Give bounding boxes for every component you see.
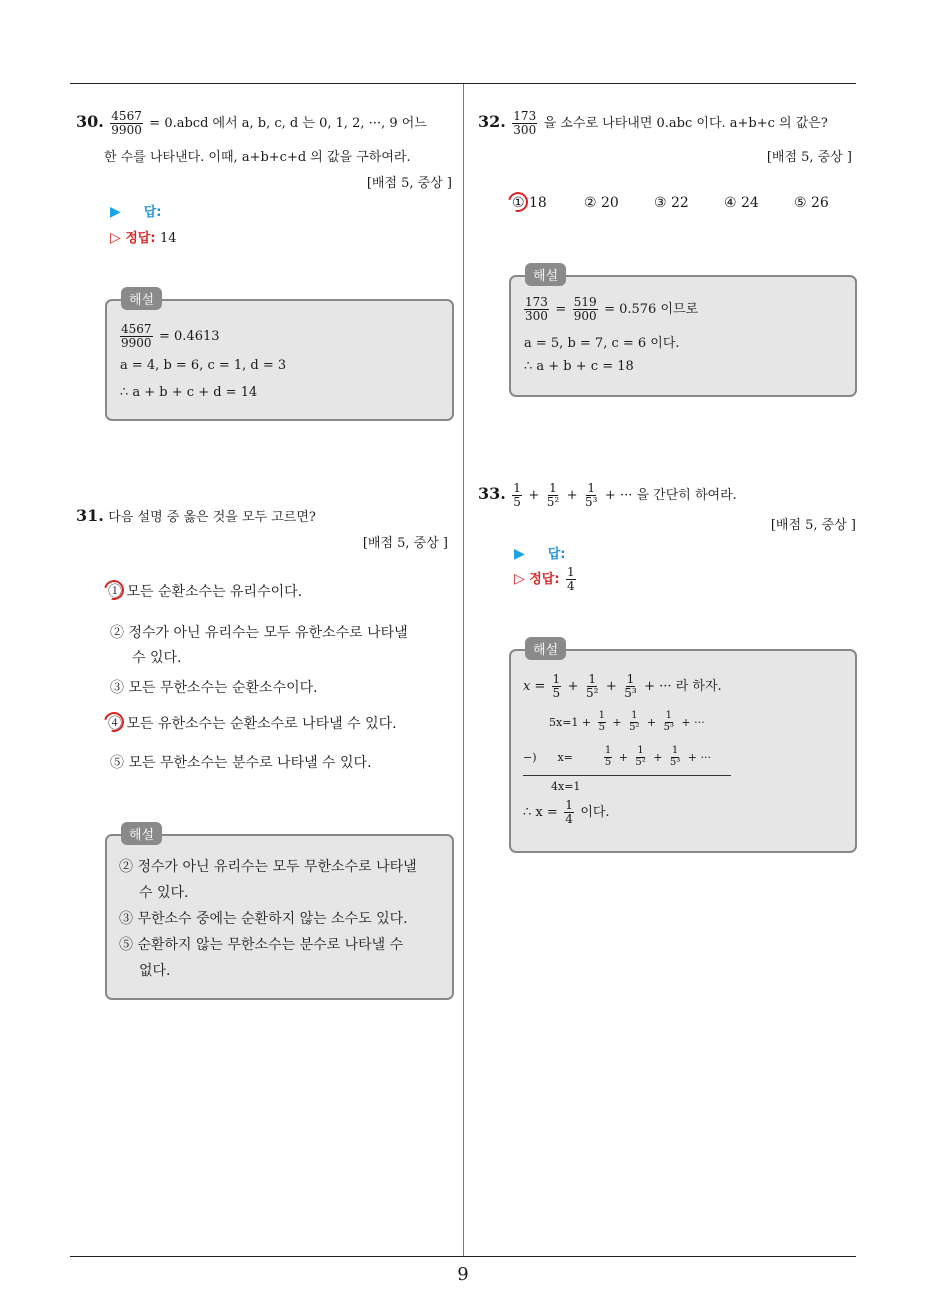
q32-sol-line2: a = 5, b = 7, c = 6 이다.: [524, 336, 680, 351]
q31-question: 31. 다음 설명 중 옳은 것을 모두 고르면?: [76, 506, 316, 525]
q30-text2: 한 수를 나타낸다. 이때, a+b+c+d 의 값을 구하여라.: [104, 150, 411, 165]
q33-sol-final: ∴ x = $\frac{1}{4}$ 이다.: [523, 798, 610, 826]
q30-sol-line3: ∴ a + b + c + d = 14: [120, 385, 258, 400]
column-divider: [463, 84, 464, 1256]
q32-solution-label: 해설: [525, 263, 566, 286]
q32-choice-5: ⑤ 26: [794, 195, 829, 211]
q30-answer-label: 답:: [143, 205, 162, 220]
q33-sol-4x: 4x=1: [551, 780, 581, 793]
q33-answer-row: [514, 543, 565, 562]
q31-option-2-cont: 수 있다.: [132, 650, 182, 666]
q32-choice-2: ② 20: [584, 195, 619, 211]
q33-solution-label: 해설: [525, 637, 566, 660]
q31-option-1: ① 모든 순환소수는 유리수이다.: [108, 584, 303, 600]
q33-correct-label: 정답:: [529, 572, 560, 588]
q30-answer-row: [110, 201, 161, 220]
q33-correct-value: $\frac{1}{4}$: [567, 565, 575, 593]
q32-number: 32.: [478, 112, 506, 132]
q30-solution-box: [105, 293, 454, 421]
q31-sol-line: ⑤ 순환하지 않는 무한소수는 분수로 나타낼 수: [119, 937, 404, 953]
q33-correct-row: [514, 566, 578, 592]
q32-solution-box: [509, 269, 857, 397]
q32-sol-line1: $\frac{173}{300}$ = $\frac{519}{900}$ = 0.576 이므로: [525, 295, 699, 323]
q30-fraction: $\frac{4567}{9900}$: [111, 109, 142, 137]
correct-arrow-icon: ▷: [514, 571, 525, 588]
bottom-rule: [70, 1256, 856, 1257]
q30-correct-label: 정답:: [125, 231, 156, 246]
q31-option-4: ④ 모든 유한소수는 순환소수로 나타낼 수 있다.: [108, 716, 397, 732]
q31-meta: [배점 5, 중상 ]: [362, 536, 448, 551]
q33-sol-5x: 5x=1 + $\frac{1}{5}$ + $\frac{1}{\text{5²}}$ + $\frac{1}{\text{5³}}$ + ···: [549, 710, 705, 733]
q31-solution-label: 해설: [121, 822, 162, 845]
q30-correct-value: 14: [160, 231, 177, 246]
q31-sol-line: 없다.: [139, 963, 171, 979]
subtraction-line: [523, 775, 731, 776]
q30-text1: = 0.abcd 에서 a, b, c, d 는 0, 1, 2, ···, 9 어느: [149, 116, 427, 132]
q33-question: 33. $\frac{1}{5}$ + $\frac{1}{\text{5²}}$ + $\frac{1}{\text{5³}}$ + ··· 을 간단히 하여라.: [478, 481, 737, 509]
q32-sol-line3: ∴ a + b + c = 18: [524, 359, 634, 374]
answer-arrow-icon: ▶: [514, 546, 525, 562]
q30-sol-line2: a = 4, b = 6, c = 1, d = 3: [120, 358, 287, 373]
q31-number: 31.: [76, 506, 104, 525]
q30-meta: [배점 5, 중상 ]: [366, 176, 452, 191]
q32-choice-4: ④ 24: [724, 195, 759, 211]
page-number: 9: [457, 1264, 469, 1285]
q32-choice-3: ③ 22: [654, 195, 689, 211]
q31-option-2: ② 정수가 아닌 유리수는 모두 유한소수로 나타낼: [110, 625, 408, 641]
q31-sol-line: 수 있다.: [139, 885, 189, 901]
q30-number: 30.: [76, 112, 104, 132]
q32-meta: [배점 5, 중상 ]: [766, 150, 852, 165]
correct-arrow-icon: ▷: [110, 230, 121, 246]
q33-solution-box: [509, 643, 857, 853]
q31-option-3: ③ 모든 무한소수는 순환소수이다.: [110, 680, 318, 696]
q33-meta: [배점 5, 중상 ]: [770, 518, 856, 533]
q30-sol-line1: $\frac{4567}{9900}$ = 0.4613: [121, 322, 220, 350]
q33-sol-line1: x = $\frac{1}{5}$ + $\frac{1}{\text{5²}}$ + $\frac{1}{\text{5³}}$ + ··· 라 하자.: [523, 672, 722, 700]
q31-solution-box: [105, 828, 454, 1000]
q31-option-5: ⑤ 모든 무한소수는 분수로 나타낼 수 있다.: [110, 755, 372, 771]
q32-choice-1: ① 18: [512, 195, 547, 211]
answer-arrow-icon: ▶: [110, 204, 121, 220]
q30-solution-label: 해설: [121, 287, 162, 310]
q33-sol-x: −) x= $\frac{1}{5}$ + $\frac{1}{\text{5²}}$ + $\frac{1}{\text{5³}}$ + ···: [523, 745, 711, 768]
q33-number: 33.: [478, 484, 506, 504]
q30-line1: [76, 110, 427, 136]
q30-correct-row: [110, 227, 177, 246]
q31-sol-line: ③ 무한소수 중에는 순환하지 않는 소수도 있다.: [119, 911, 408, 927]
q32-question: 32. $\frac{173}{300}$ 을 소수로 나타내면 0.abc 이다. a+b+c 의 값은?: [478, 109, 828, 137]
q31-sol-line: ② 정수가 아닌 유리수는 모두 무한소수로 나타낼: [119, 859, 417, 875]
q33-answer-label: 답:: [547, 547, 566, 562]
